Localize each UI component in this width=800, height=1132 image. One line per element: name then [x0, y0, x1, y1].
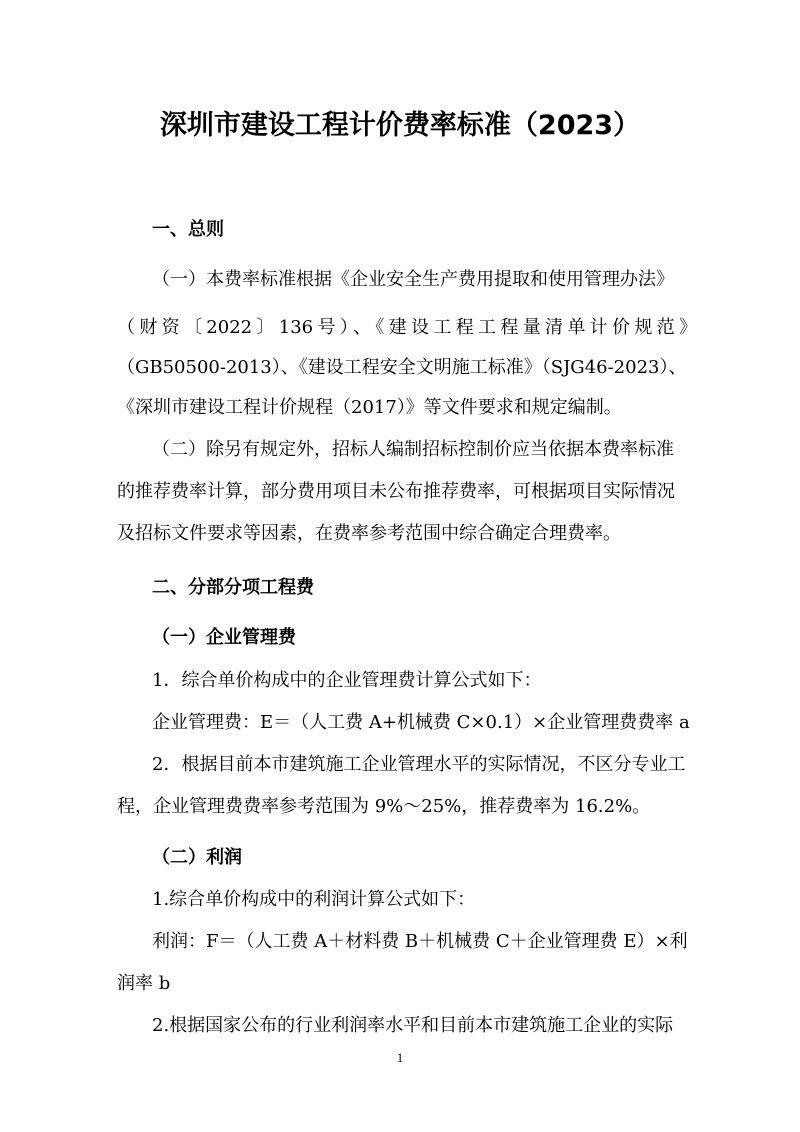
subsection-heading-management-fee: （一）企业管理费: [152, 627, 296, 648]
section-heading-general: 一、总则: [152, 219, 224, 240]
paragraph-line: （一）本费率标准根据《企业安全生产费用提取和使用管理办法》: [152, 269, 674, 290]
paragraph-line: 1.综合单价构成中的利润计算公式如下：: [152, 889, 476, 910]
formula-line: 利润：F＝（人工费 A＋材料费 B＋机械费 C＋企业管理费 E）×利: [152, 931, 688, 952]
paragraph-line: 的推荐费率计算，部分费用项目未公布推荐费率，可根据项目实际情况: [117, 481, 675, 502]
page-number: 1: [396, 1050, 404, 1065]
paragraph-line: （二）除另有规定外，招标人编制招标控制价应当依据本费率标准: [152, 439, 674, 460]
document-title: 深圳市建设工程计价费率标准（2023）: [159, 110, 641, 141]
paragraph-line: （财资〔2022〕136号）、《建设工程工程量清单计价规范》: [117, 317, 697, 338]
paragraph-line: （GB50500-2013）、《建设工程安全文明施工标准》（SJG46-2023）、: [117, 357, 687, 378]
paragraph-line: 2．根据目前本市建筑施工企业管理水平的实际情况，不区分专业工: [152, 754, 686, 775]
paragraph-line: 程，企业管理费费率参考范围为 9%～25%，推荐费率为 16.2%。: [117, 796, 651, 817]
formula-line: 企业管理费：E＝（人工费 A+机械费 C×0.1）×企业管理费费率 a: [152, 712, 690, 733]
paragraph-line: 及招标文件要求等因素，在费率参考范围中综合确定合理费率。: [117, 523, 621, 544]
section-heading-works: 二、分部分项工程费: [152, 577, 314, 598]
subsection-heading-profit: （二）利润: [152, 847, 242, 868]
paragraph-line: 《深圳市建设工程计价规程（2017）》等文件要求和规定编制。: [117, 397, 622, 418]
paragraph-line: 2.根据国家公布的行业利润率水平和目前本市建筑施工企业的实际: [152, 1015, 674, 1036]
paragraph-line: 润率 b: [117, 973, 171, 994]
paragraph-line: 1．综合单价构成中的企业管理费计算公式如下：: [152, 670, 542, 691]
